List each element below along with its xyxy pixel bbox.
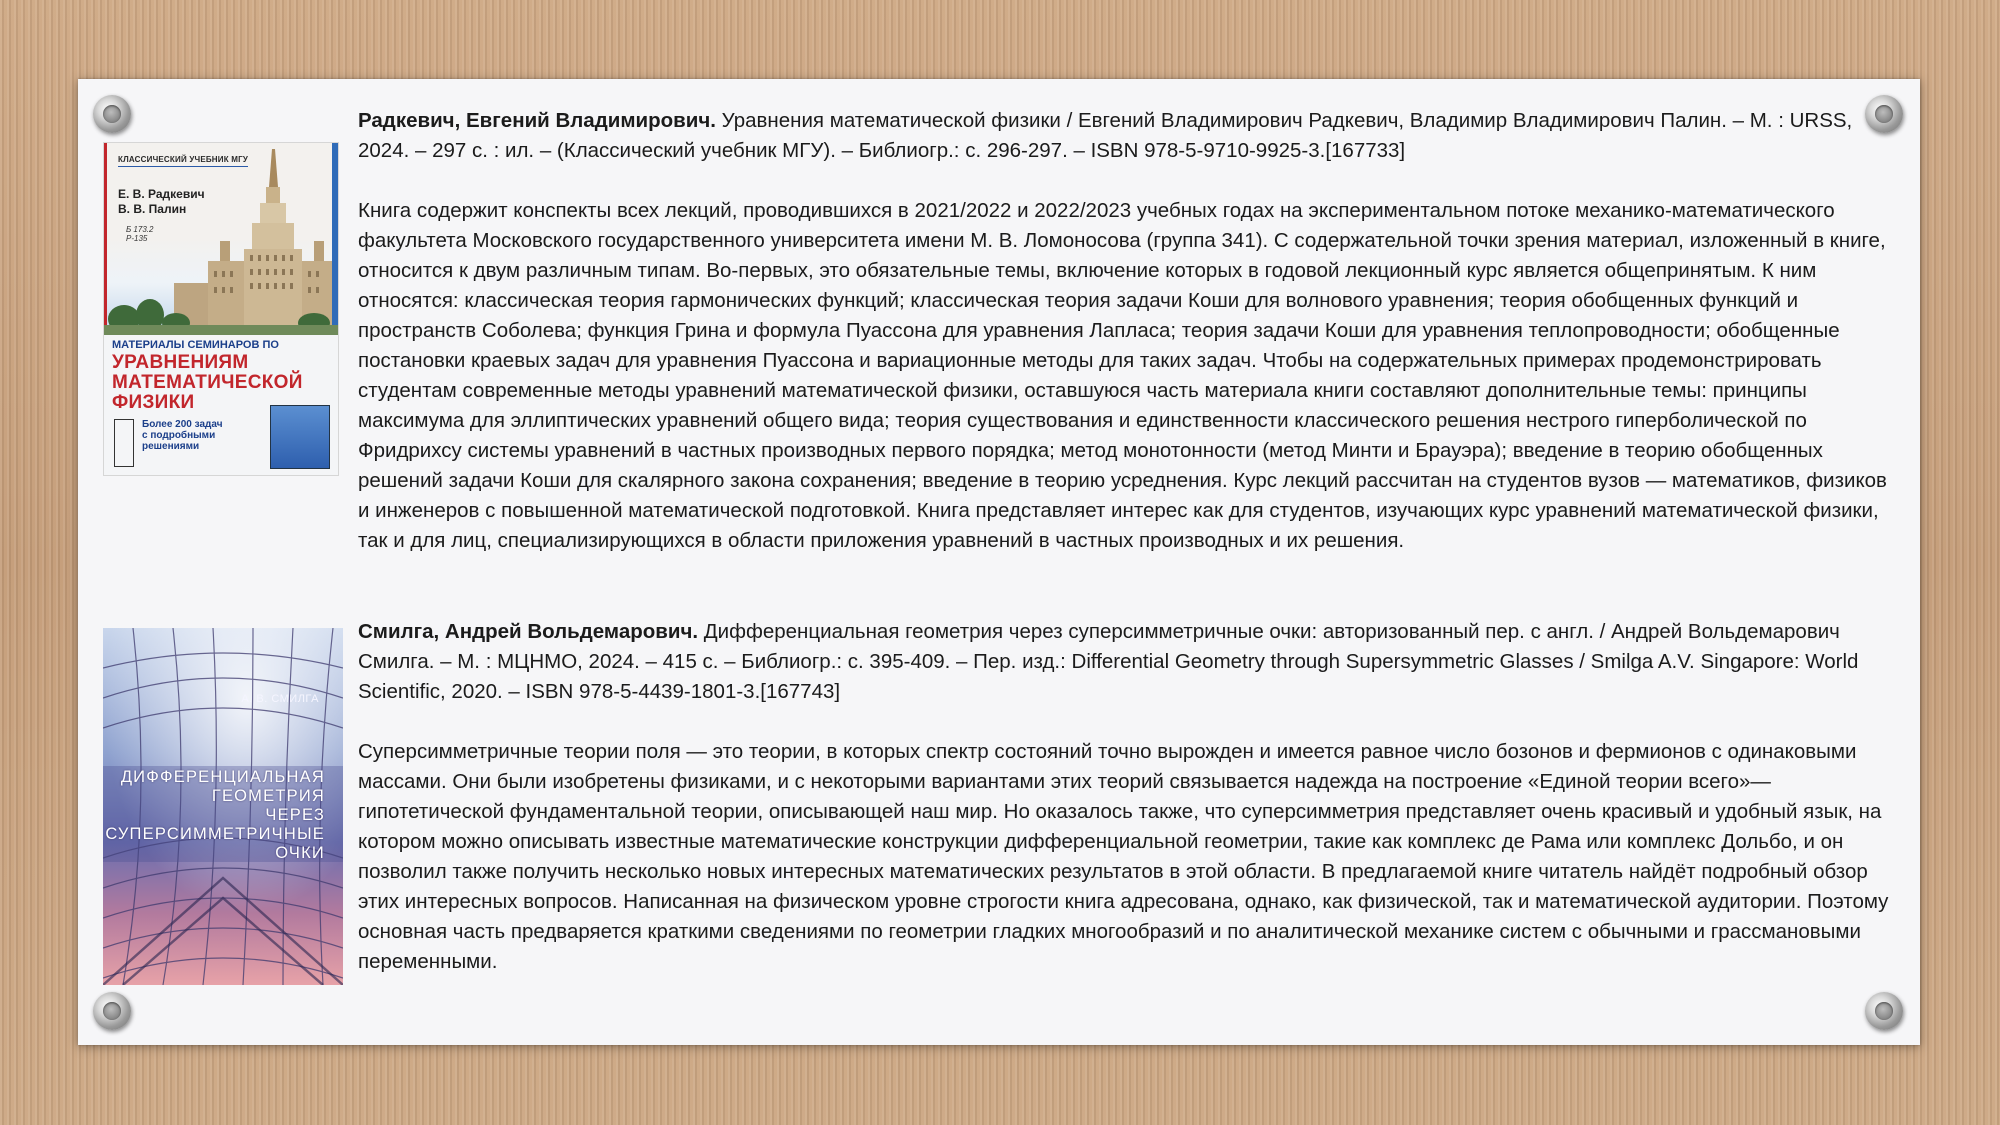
- citation: [358, 617, 1898, 707]
- pin-icon: [1865, 992, 1903, 1030]
- book-cover-radkevich: [103, 142, 339, 476]
- citation-text: Уравнения математической физики / Евгений Владимирович Радкевич, Владимир Владимирович Палин. – М. : URSS, 2024. – 297 с. : ил. – (Классический учебник МГУ). – Библиогр.: с. 296-297. – ISBN 978-5-9710-9925-3.[167733]: [358, 109, 1853, 162]
- catalog-entry: [358, 617, 1898, 977]
- cover-note: Более 200 задач с подробными решениями: [142, 419, 223, 452]
- pin-icon: [93, 95, 131, 133]
- author-name: Радкевич, Евгений Владимирович.: [358, 109, 716, 132]
- cover-authors: Е. В. Радкевич В. В. Палин: [118, 187, 205, 216]
- citation-text: Дифференциальная геометрия через суперсимметричные очки: авторизованный пер. с англ. / Андрей Вольдемарович Смилга. – М. : МЦНМО, 2024. – 415 с. – Библиогр.: с. 395-409. – Пер. изд.: Differential Geometry through Supersymmetric Glasses / Smilga A.V. Singapore: World Scientific, 2020. – ISBN 978-5-4439-1801-3.[167743]: [358, 620, 1859, 703]
- annotation: Книга содержит конспекты всех лекций, проводившихся в 2021/2022 и 2022/2023 учебных годах на экспериментальном потоке механико-математического факультета Московского государственного университета имени М. В. Ломоносова (группа 341). С содержательной точки зрения материал, изложенный в книге, относится к двум различным типам. Во-первых, это обязательные темы, включение которых в годовой лекционный курс является общепринятым. К ним относятся: классическая теория гармонических функций; классическая теория задачи Коши для волнового уравнения; теория обобщенных функций и пространств Соболева; функция Грина и формула Пуассона для уравнения Лапласа; теория задачи Коши для уравнения теплопроводности; обобщенные постановки краевых задач для уравнения Пуассона и вариационные методы для таких задач. Чтобы на содержательных примерах продемонстрировать студентам современные методы уравнений математической физики, оставшуюся часть материала книги составляют дополнительные темы: принципы максимума для эллиптических уравнений общего вида; теория существования и единственности классического решения нестрого гиперболической по Фридрихсу системы уравнений в частных производных первого порядка; метод монотонности (метод Минти и Брауэра); введение в теорию обобщенных решений задачи Коши для скалярного закона сохранения; введение в теорию усреднения. Курс лекций рассчитан на студентов вузов — математиков, физиков и инженеров с повышенной математической подготовкой. Книга представляет интерес как для студентов, изучающих курс уравнений математической физики, так и для лиц, специализирующихся в области приложения уравнений в частных производных и их решения.: [358, 199, 1887, 552]
- citation: [358, 106, 1898, 166]
- cover-title: ДИФФЕРЕНЦИАЛЬНАЯ ГЕОМЕТРИЯ ЧЕРЕЗ СУПЕРСИММЕТРИЧНЫЕ ОЧКИ: [105, 768, 325, 862]
- publisher-logo-icon: [114, 419, 134, 467]
- catalog-entry: [358, 106, 1898, 556]
- pin-icon: [93, 992, 131, 1030]
- cover-shelf-mark: Б 173.2 Р-135: [126, 225, 154, 243]
- mini-book-icon: [270, 405, 330, 469]
- annotation: Суперсимметричные теории поля — это теории, в которых спектр состояний точно вырожден и имеется равное число бозонов и фермионов с одинаковыми массами. Они были изобретены физиками, и с некоторыми вариантами этих теорий связывается надежда на построение «Единой теории всего»— гипотетической фундаментальной теории, описывающей наш мир. Но оказалось также, что суперсимметрия представляет очень красивый и удобный язык, на котором можно описывать известные математические конструкции дифференциальной геометрии, такие как комплекс де Рама или комплекс Дольбо, и он позволил также получить несколько новых интересных математических результатов в этой области. В предлагаемой книге читатель найдёт подробный обзор этих интересных вопросов. Написанная на физическом уровне строгости книга адресована, однако, как физической, так и математической аудитории. Поэтому основная часть предваряется краткими сведениями по геометрии гладких многообразий и по аналитической механике систем с обычными и грассмановыми переменными.: [358, 740, 1889, 973]
- cover-subtitle: МАТЕРИАЛЫ СЕМИНАРОВ ПО: [112, 339, 279, 351]
- cover-title: УРАВНЕНИЯМ МАТЕМАТИЧЕСКОЙ ФИЗИКИ: [112, 352, 303, 413]
- author-name: Смилга, Андрей Вольдемарович.: [358, 620, 699, 643]
- cover-series-label: КЛАССИЧЕСКИЙ УЧЕБНИК МГУ: [118, 155, 248, 167]
- cover-author: А. В. СМИЛГА: [241, 693, 319, 705]
- book-cover-smilga: [103, 628, 343, 985]
